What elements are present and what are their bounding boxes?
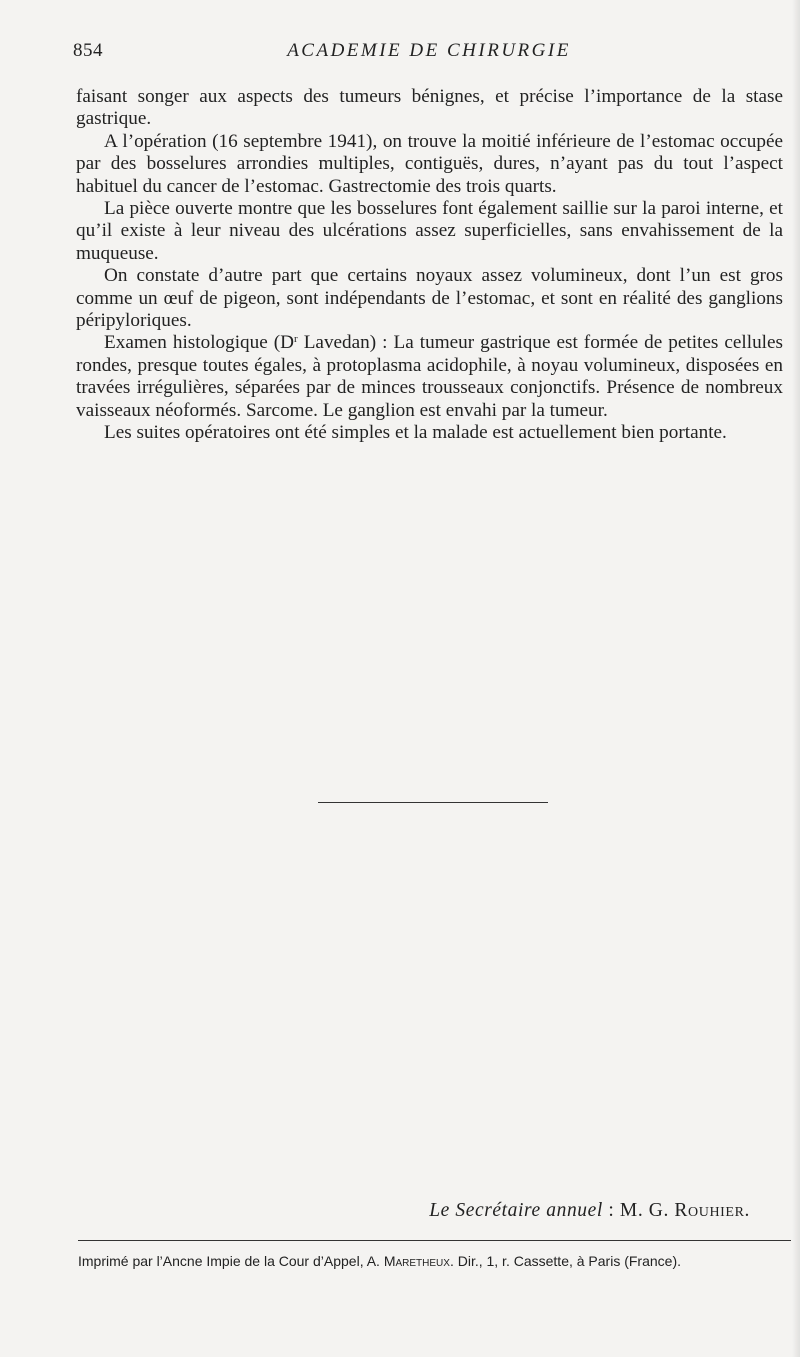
imprint-text: . Dir., 1, r. Cassette, à Paris (France). — [449, 1253, 682, 1269]
paragraph: faisant songer aux aspects des tumeurs bénignes, et précise l’importance de la stase gastrique. — [76, 86, 783, 130]
imprint-printer: Maretheux — [383, 1253, 450, 1269]
signature-role: Le Secrétaire annuel — [429, 1200, 603, 1221]
paragraph: La pièce ouverte montre que les bosselures font également saillie sur la paroi interne, et qu’il existe à leur niveau des ulcérations assez superficielles, sans envahissement de la muqueuse. — [76, 198, 783, 264]
paragraph: A l’opération (16 septembre 1941), on trouve la moitié inférieure de l’estomac occupée par des bosselures arrondies multiples, contiguës, dures, n’ayant pas du tout l’aspect habituel du cancer de l’estomac. Gastrectomie des trois quarts. — [76, 130, 783, 197]
printer-imprint — [78, 1253, 798, 1269]
running-title: ACADEMIE DE CHIRURGIE — [287, 40, 571, 61]
paragraph — [76, 332, 783, 422]
superscript: r — [294, 333, 298, 346]
page-header — [73, 40, 785, 70]
paragraph: Les suites opératoires ont été simples et la malade est actuellement bien portante. — [104, 422, 727, 444]
signature-initials: M. G. — [619, 1200, 675, 1221]
paragraph-text: Lavedan) : La tumeur gastrique est formée de petites cellules rondes, presque toutes égales, à protoplasma acidophile, à noyau volumineux, disposées en travées irrégulières, séparées par de minces trousseaux conjonctifs. Présence de nombreux vaisseaux néoformés. Sarcome. Le ganglion est envahi par la tumeur. — [76, 332, 783, 421]
signature-separator: : — [602, 1200, 620, 1221]
body-text — [76, 86, 783, 445]
signature — [429, 1200, 750, 1222]
paragraph: On constate d’autre part que certains noyaux assez volumineux, dont l’un est gros comme un œuf de pigeon, sont indépendants de l’estomac, et sont en réalité des ganglions péripyloriques. — [76, 265, 783, 332]
imprint-divider — [78, 1240, 791, 1241]
page-number: 854 — [73, 40, 103, 61]
paragraph-text: Examen histologique (D — [104, 332, 295, 354]
page-edge-shadow — [792, 0, 800, 1357]
section-divider — [318, 802, 548, 803]
imprint-text: Imprimé par l’Ancne Impie de la Cour d’Appel, A. — [78, 1253, 384, 1269]
signature-surname: Rouhier. — [674, 1200, 750, 1221]
